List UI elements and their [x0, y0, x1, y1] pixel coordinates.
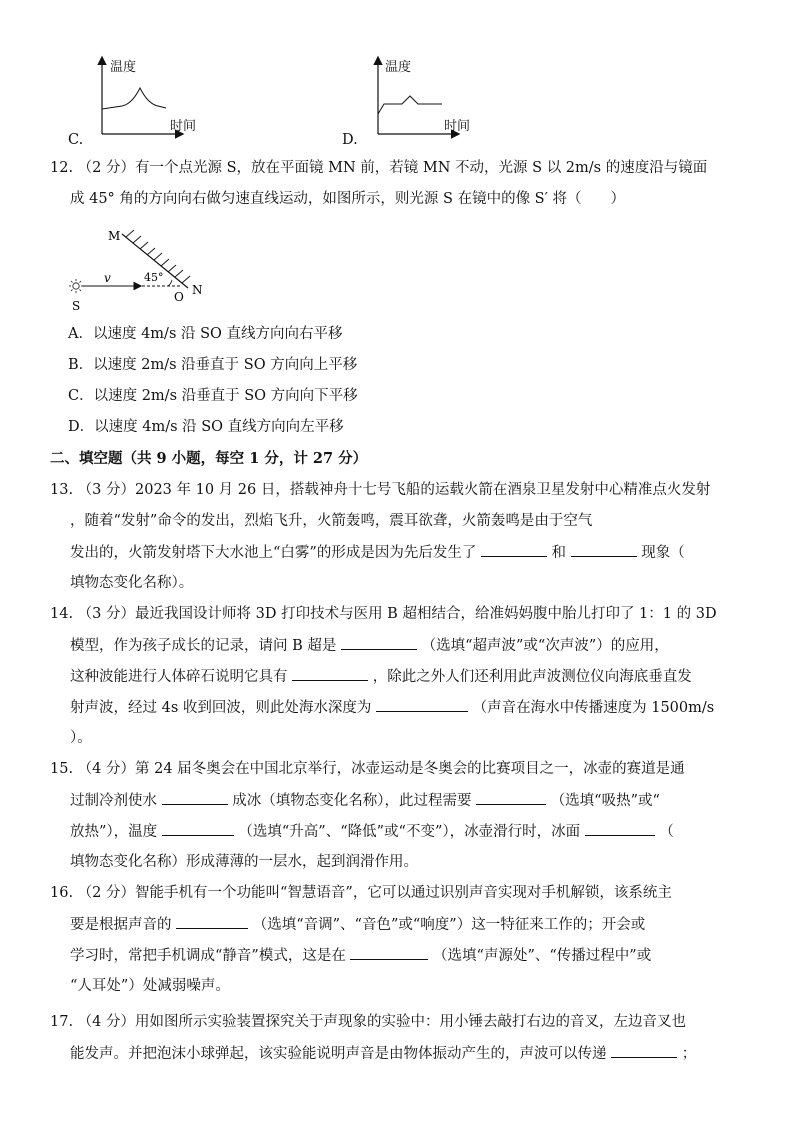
q17-text-2b: ；	[681, 1046, 697, 1062]
q16-line4: “人耳处”）处减弱噪声。	[70, 978, 230, 994]
graph-d-letter: D.	[342, 132, 358, 148]
graph-c-letter: C.	[68, 132, 84, 148]
label-v: v	[104, 271, 111, 285]
q13-blank-1[interactable]	[481, 542, 547, 557]
q17-line2	[70, 1043, 696, 1064]
q14-line5: ）。	[70, 730, 92, 746]
q15-blank-1[interactable]	[162, 790, 228, 805]
q16-text-2a: 要是根据声音的	[70, 917, 172, 933]
mirror-diagram	[64, 222, 214, 317]
q14-blank-3[interactable]	[376, 697, 468, 712]
q16-line2	[70, 914, 645, 935]
label-angle: 45°	[144, 271, 164, 284]
q14-line3	[70, 666, 692, 687]
q15-text-3b: （选填“升高”、“降低”或“不变”），冰壶滑行时，冰面	[238, 824, 581, 840]
q15-text-3c: （	[659, 824, 674, 840]
q14-text-4a: 射声波，经过 4s 收到回波，则此处海水深度为	[70, 700, 372, 716]
graph-c-curve	[102, 88, 166, 109]
graph-d-ylabel: 温度	[385, 60, 412, 75]
q16-blank-1[interactable]	[176, 914, 248, 929]
q13-line2: ，随着“发射”命令的发出，烈焰飞升，火箭轰鸣，震耳欲聋，火箭轰鸣是由于空气	[70, 513, 593, 529]
graph-c-ylabel: 温度	[110, 60, 137, 75]
q16-line1: 16. （2 分）智能手机有一个功能叫“智慧语音”，它可以通过识别声音实现对手机解锁，该系统主	[50, 885, 672, 901]
q17-text-2a: 能发声。并把泡沫小球弹起，该实验能说明声音是由物体振动产生的，声波可以传递	[70, 1046, 607, 1062]
q14-text-2a: 模型，作为孩子成长的记录，请问 B 超是	[70, 638, 337, 654]
q13-line1: 13. （3 分）2023 年 10 月 26 日，搭载神舟十七号飞船的运载火箭在酒泉卫星发射中心精准点火发射	[50, 482, 711, 498]
light-source-icon	[69, 279, 83, 293]
q13-line3	[70, 542, 685, 563]
q14-text-2b: （选填“超声波”或“次声波”）的应用，	[421, 638, 669, 654]
q12-option-b: B．以速度 2m/s 沿垂直于 SO 方向向上平移	[68, 357, 358, 373]
q16-text-3a: 学习时，常把手机调成“静音”模式，这是在	[70, 948, 346, 964]
q12-line2: 成 45° 角的方向向右做匀速直线运动，如图所示，则光源 S 在镜中的像 S′ 将（ ）	[70, 191, 626, 207]
q14-text-3a: 这种波能进行人体碎石说明它具有	[70, 669, 288, 685]
graph-d-curve	[378, 96, 442, 114]
q13-text-c: 现象（	[641, 545, 685, 561]
q13-text-b: 和	[551, 545, 567, 561]
q13-text-a: 发出的，火箭发射塔下大水池上“白雾”的形成是因为先后发生了	[70, 545, 477, 561]
q14-text-3b: ，除此之外人们还利用此声波测位仪向海底垂直发	[372, 669, 692, 685]
q14-line4	[70, 697, 714, 718]
q16-blank-2[interactable]	[350, 945, 428, 960]
q15-text-2c: （选填“吸热”或“	[550, 793, 660, 809]
graph-d-xlabel: 时间	[444, 119, 471, 134]
q17-line1: 17. （4 分）用如图所示实验装置探究关于声现象的实验中：用小锤去敲打右边的音叉，左边音叉也	[50, 1014, 686, 1030]
q13-line4: 填物态变化名称）。	[70, 575, 194, 591]
q15-text-2b: 成冰（填物态变化名称），此过程需要	[232, 793, 472, 809]
q15-text-3a: 放热”），温度	[70, 824, 158, 840]
label-o: O	[174, 290, 184, 304]
q12-option-a: A．以速度 4m/s 沿 SO 直线方向向右平移	[68, 326, 343, 342]
q15-line1: 15. （4 分）第 24 届冬奥会在中国北京举行，冰壶运动是冬奥会的比赛项目之一，冰壶的赛道是通	[50, 761, 685, 777]
q15-line2	[70, 790, 660, 811]
q12-option-d: D．以速度 4m/s 沿 SO 直线方向向左平移	[68, 419, 344, 435]
q17-blank-1[interactable]	[611, 1043, 677, 1058]
q16-text-3b: （选填“声源处”、“传播过程中”或	[433, 948, 652, 964]
q13-blank-2[interactable]	[571, 542, 637, 557]
label-m: M	[108, 229, 121, 243]
q15-text-2a: 过制冷剂使水	[70, 793, 157, 809]
angle-arc	[168, 280, 172, 286]
q14-line1: 14. （3 分）最近我国设计师将 3D 打印技术与医用 B 超相结合，给准妈妈腹中胎儿打印了 1：1 的 3D	[50, 606, 717, 622]
q15-blank-2[interactable]	[476, 790, 546, 805]
q12-figure	[64, 222, 214, 317]
graph-c-xlabel: 时间	[170, 119, 197, 134]
q15-blank-4[interactable]	[585, 821, 655, 836]
q16-text-2b: （选填“音调”、“音色”或“响度”）这一特征来工作的；开会或	[252, 917, 646, 933]
q16-line3	[70, 945, 651, 966]
q14-text-4b: （声音在海水中传播速度为 1500m/s	[472, 700, 715, 716]
q15-line3	[70, 821, 674, 842]
q12-option-c: C．以速度 2m/s 沿垂直于 SO 方向向下平移	[68, 388, 358, 404]
q15-blank-3[interactable]	[162, 821, 234, 836]
q14-blank-2[interactable]	[292, 666, 368, 681]
q12-line1: 12. （2 分）有一个点光源 S，放在平面镜 MN 前，若镜 MN 不动，光源 S 以 2m/s 的速度沿与镜面	[50, 160, 708, 176]
section-title: 二、填空题（共 9 小题，每空 1 分，计 27 分）	[50, 450, 368, 467]
q14-line2	[70, 635, 669, 656]
q15-line4: 填物态变化名称）形成薄薄的一层水，起到润滑作用。	[70, 854, 418, 870]
label-s: S	[72, 299, 81, 313]
label-n: N	[192, 283, 203, 297]
q14-blank-1[interactable]	[341, 635, 417, 650]
